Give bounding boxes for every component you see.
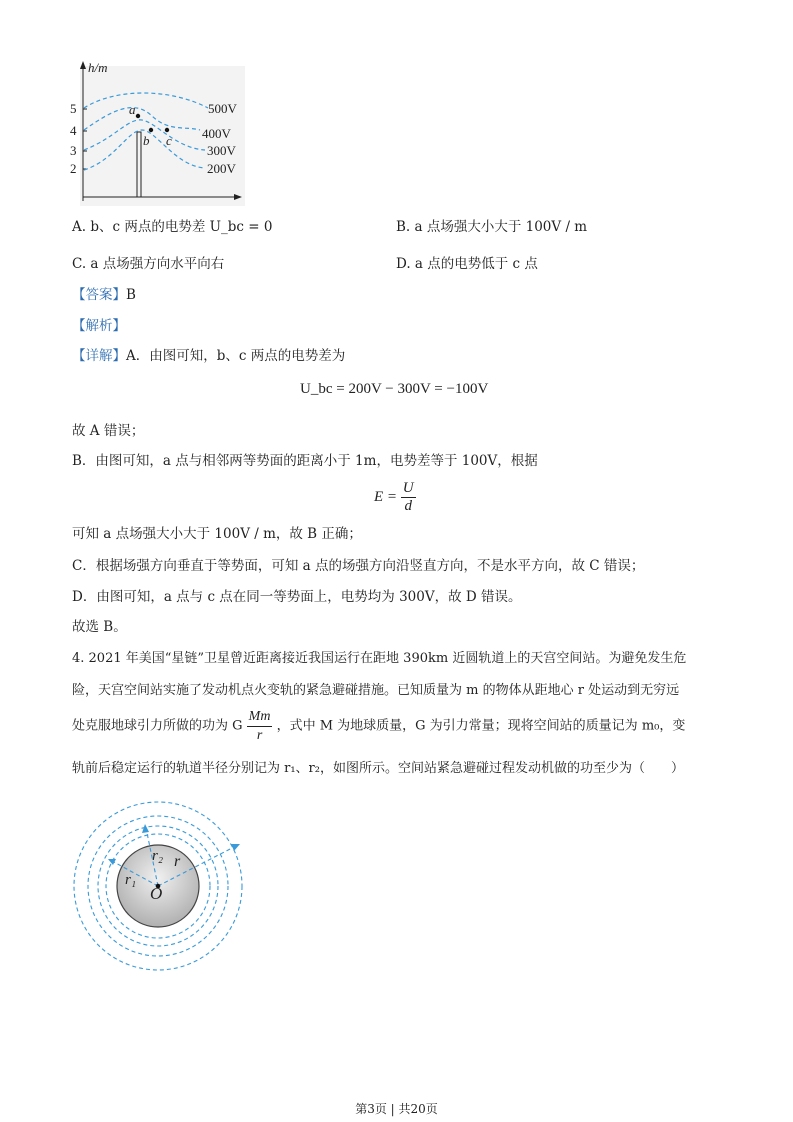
detail-line-2: 故 A 错误； — [72, 423, 145, 439]
label-r1: r₁ — [125, 872, 137, 888]
option-a: A. b、c 两点的电势差 U_bc = 0 — [72, 219, 273, 235]
point-a — [136, 114, 140, 118]
q4-line-4: 轨前后稳定运行的轨道半径分别记为 r₁、r₂，如图所示。空间站紧急避碰过程发动机做的功至少为（ ） — [72, 761, 684, 776]
answer-line — [72, 286, 136, 304]
label-r: r — [174, 853, 181, 870]
q4-line-3b: ，式中 M 为地球质量，G 为引力常量；现将空间站的质量记为 m₀，变 — [276, 718, 686, 734]
option-d: D. a 点的电势低于 c 点 — [396, 256, 538, 272]
answer-label: 【答案】 — [72, 287, 126, 303]
q4-fraction — [247, 708, 273, 745]
tick-5: 5 — [70, 101, 77, 116]
detail-line-3: B．由图可知，a 点与相邻两等势面的距离小于 1m，电势差等于 100V，根据 — [72, 453, 538, 469]
q4-num: Mm — [247, 708, 273, 727]
q4-den: r — [256, 728, 263, 743]
detail-line-6: D．由图可知，a 点与 c 点在同一等势面上，电势均为 300V，故 D 错误。 — [72, 589, 522, 605]
y-axis-arrow — [80, 61, 86, 69]
eq2-fraction — [401, 480, 416, 515]
page-footer: 第3页 | 共20页 — [355, 1102, 438, 1116]
eq2-left: E = — [374, 489, 398, 505]
label-b: b — [143, 133, 150, 148]
label-400v: 400V — [202, 126, 231, 141]
q4-line-2: 险，天宫空间站实施了发动机点火变轨的紧急避碰措施。已知质量为 m 的物体从距地心 r 处运动到无穷远 — [72, 683, 680, 698]
tick-2: 2 — [70, 161, 77, 176]
label-c: c — [166, 133, 172, 148]
detail-label: 【详解】 — [72, 348, 126, 364]
detail-line-4: 可知 a 点场强大小大于 100V / m，故 B 正确； — [72, 526, 362, 542]
eq2-den: d — [404, 498, 412, 514]
q4-line-1: 4. 2021 年美国“星链”卫星曾近距离接近我国运行在距地 390km 近圆轨道上的天宫空间站。为避免发生危 — [72, 651, 687, 666]
detail-line-5: C．根据场强方向垂直于等势面，可知 a 点的场强方向沿竖直方向，不是水平方向，故 C 错误； — [72, 558, 645, 574]
label-200v: 200V — [207, 161, 236, 176]
label-r2: r₂ — [152, 848, 164, 864]
eq2-num: U — [402, 480, 414, 496]
label-a: a — [129, 102, 136, 117]
detail-line-1 — [72, 347, 345, 365]
label-500v: 500V — [208, 101, 237, 116]
analysis-label: 【解析】 — [72, 318, 126, 334]
r2-arrow — [142, 824, 149, 833]
detail-text-1: A．由图可知，b、c 两点的电势差为 — [126, 348, 346, 364]
q4-line-3 — [72, 708, 685, 745]
detail-line-7: 故选 B。 — [72, 619, 127, 635]
equation-e — [374, 480, 416, 515]
tick-4: 4 — [70, 123, 77, 138]
point-b — [149, 128, 153, 132]
label-300v: 300V — [207, 143, 236, 158]
option-c: C. a 点场强方向水平向右 — [72, 256, 225, 272]
q4-line-3a: 处克服地球引力所做的功为 G — [72, 718, 243, 734]
answer-value: B — [126, 287, 136, 303]
label-o: O — [150, 884, 163, 903]
axis-label: h/m — [88, 60, 108, 75]
tick-3: 3 — [70, 143, 77, 158]
equation-ubc: U_bc = 200V − 300V = −100V — [300, 381, 489, 397]
option-b: B. a 点场强大小大于 100V / m — [396, 219, 588, 235]
point-c — [165, 128, 169, 132]
